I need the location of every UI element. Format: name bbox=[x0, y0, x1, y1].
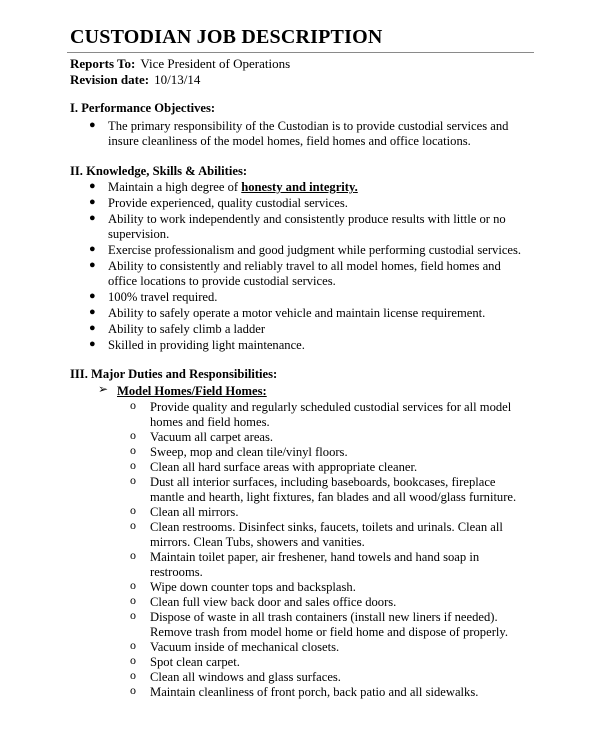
circle-bullet-icon: o bbox=[130, 443, 136, 457]
list-item bbox=[89, 259, 501, 289]
list-item bbox=[89, 196, 348, 211]
list-item-line: mirrors. Clean Tubs, showers and vanities. bbox=[150, 535, 365, 549]
list-item-line: Clean all windows and glass surfaces. bbox=[150, 670, 341, 684]
section-heading-performance: I. Performance Objectives: bbox=[70, 101, 216, 115]
circle-bullet-icon: o bbox=[130, 668, 136, 682]
circle-bullet-icon: o bbox=[130, 398, 136, 412]
circle-bullet-icon: o bbox=[130, 578, 136, 592]
list-item-line: Sweep, mop and clean tile/vinyl floors. bbox=[150, 445, 348, 459]
list-item-line: Clean full view back door and sales office doors. bbox=[150, 595, 397, 609]
list-item-line: Skilled in providing light maintenance. bbox=[108, 338, 305, 352]
list-item bbox=[130, 608, 509, 640]
bullet-icon: ● bbox=[89, 212, 96, 224]
bullet-icon: ● bbox=[89, 259, 96, 271]
bullet-icon: ● bbox=[89, 322, 96, 334]
bullet-icon: ● bbox=[89, 338, 96, 350]
list-item bbox=[130, 653, 240, 670]
list-item-line: Maintain cleanliness of front porch, back patio and all sidewalks. bbox=[150, 685, 479, 699]
list-item bbox=[130, 683, 479, 700]
list-item-line: supervision. bbox=[108, 227, 170, 241]
list-item bbox=[130, 578, 356, 595]
list-item bbox=[130, 458, 418, 475]
list-item-line: Vacuum all carpet areas. bbox=[150, 430, 274, 444]
reports-to-value: Vice President of Operations bbox=[140, 56, 291, 71]
emphasis-prefix: Maintain a high degree of bbox=[108, 180, 242, 194]
list-item-line: Ability to safely operate a motor vehicle and maintain license requirement. bbox=[108, 306, 486, 320]
list-item-line: Vacuum inside of mechanical closets. bbox=[150, 640, 340, 654]
title-divider bbox=[67, 52, 534, 53]
list-item-line: Ability to safely climb a ladder bbox=[108, 322, 266, 336]
list-item-line: Clean restrooms. Disinfect sinks, faucets, toilets and urinals. Clean all bbox=[150, 520, 503, 534]
arrow-bullet-icon: ➢ bbox=[98, 382, 109, 396]
list-item-line: Exercise professionalism and good judgment while performing custodial services. bbox=[108, 243, 522, 257]
bullet-icon: ● bbox=[89, 243, 96, 255]
list-item bbox=[130, 548, 480, 580]
circle-bullet-icon: o bbox=[130, 518, 136, 532]
revision-date-value: 10/13/14 bbox=[154, 72, 201, 87]
circle-bullet-icon: o bbox=[130, 683, 136, 697]
list-item bbox=[130, 518, 503, 550]
bullet-icon: ● bbox=[89, 180, 96, 192]
list-item-line bbox=[108, 180, 358, 195]
list-item-line: Clean all mirrors. bbox=[150, 505, 239, 519]
list-item bbox=[89, 243, 522, 258]
list-item bbox=[130, 668, 341, 685]
list-item bbox=[130, 428, 274, 445]
list-item-line: Dispose of waste in all trash containers (install new liners if needed). bbox=[150, 610, 498, 624]
list-item-line: Maintain toilet paper, air freshener, hand towels and hand soap in bbox=[150, 550, 480, 564]
section-heading-knowledge: II. Knowledge, Skills & Abilities: bbox=[70, 164, 248, 178]
list-item bbox=[89, 180, 358, 195]
list-item-line: office locations to provide custodial services. bbox=[108, 274, 336, 288]
list-item-line: Dust all interior surfaces, including baseboards, bookcases, fireplace bbox=[150, 475, 496, 489]
circle-bullet-icon: o bbox=[130, 473, 136, 487]
circle-bullet-icon: o bbox=[130, 458, 136, 472]
bullet-icon: ● bbox=[89, 306, 96, 318]
circle-bullet-icon: o bbox=[130, 428, 136, 442]
list-item-line: homes and field homes. bbox=[150, 415, 270, 429]
list-item bbox=[89, 338, 305, 353]
reports-to-label: Reports To: bbox=[70, 56, 136, 71]
revision-date-label: Revision date: bbox=[70, 72, 150, 87]
list-item bbox=[130, 443, 348, 460]
list-item bbox=[130, 473, 517, 505]
reports-to-line bbox=[70, 56, 290, 72]
list-item-line: Provide quality and regularly scheduled custodial services for all model bbox=[150, 400, 512, 414]
circle-bullet-icon: o bbox=[130, 638, 136, 652]
circle-bullet-icon: o bbox=[130, 503, 136, 517]
list-item bbox=[130, 503, 239, 520]
bullet-icon: ● bbox=[89, 119, 96, 131]
list-item bbox=[89, 290, 218, 305]
list-item-line: Clean all hard surface areas with appropriate cleaner. bbox=[150, 460, 418, 474]
list-item-line: Wipe down counter tops and backsplash. bbox=[150, 580, 356, 594]
list-item-line: The primary responsibility of the Custodian is to provide custodial services and bbox=[108, 119, 509, 133]
sub-heading-model-homes: Model Homes/Field Homes: bbox=[117, 384, 267, 398]
list-item-line: 100% travel required. bbox=[108, 290, 218, 304]
emphasis-text: honesty and integrity bbox=[241, 180, 355, 194]
list-item-line: Ability to consistently and reliably travel to all model homes, field homes and bbox=[108, 259, 501, 273]
document-title: CUSTODIAN JOB DESCRIPTION bbox=[70, 26, 383, 48]
list-item bbox=[89, 322, 266, 337]
circle-bullet-icon: o bbox=[130, 608, 136, 622]
list-item-line: mantle and hearth, light fixtures, fan blades and all wood/glass furniture. bbox=[150, 490, 517, 504]
circle-bullet-icon: o bbox=[130, 653, 136, 667]
list-item bbox=[130, 593, 397, 610]
circle-bullet-icon: o bbox=[130, 593, 136, 607]
list-item-line: Ability to work independently and consistently produce results with little or no bbox=[108, 212, 506, 226]
list-item-line: Remove trash from model home or field home and dispose of properly. bbox=[150, 625, 509, 639]
section-heading-duties: III. Major Duties and Responsibilities: bbox=[70, 367, 278, 381]
list-item bbox=[130, 398, 512, 430]
revision-date-line bbox=[70, 72, 200, 88]
list-item-line: Spot clean carpet. bbox=[150, 655, 240, 669]
list-item bbox=[130, 638, 340, 655]
list-item-line: Provide experienced, quality custodial services. bbox=[108, 196, 348, 210]
list-item-line: restrooms. bbox=[150, 565, 203, 579]
list-item bbox=[89, 119, 509, 149]
circle-bullet-icon: o bbox=[130, 548, 136, 562]
list-item bbox=[89, 212, 506, 242]
bullet-icon: ● bbox=[89, 196, 96, 208]
list-item-line: insure cleanliness of the model homes, field homes and office locations. bbox=[108, 134, 471, 148]
emphasis-suffix: . bbox=[354, 180, 358, 194]
bullet-icon: ● bbox=[89, 290, 96, 302]
list-item bbox=[89, 306, 486, 321]
